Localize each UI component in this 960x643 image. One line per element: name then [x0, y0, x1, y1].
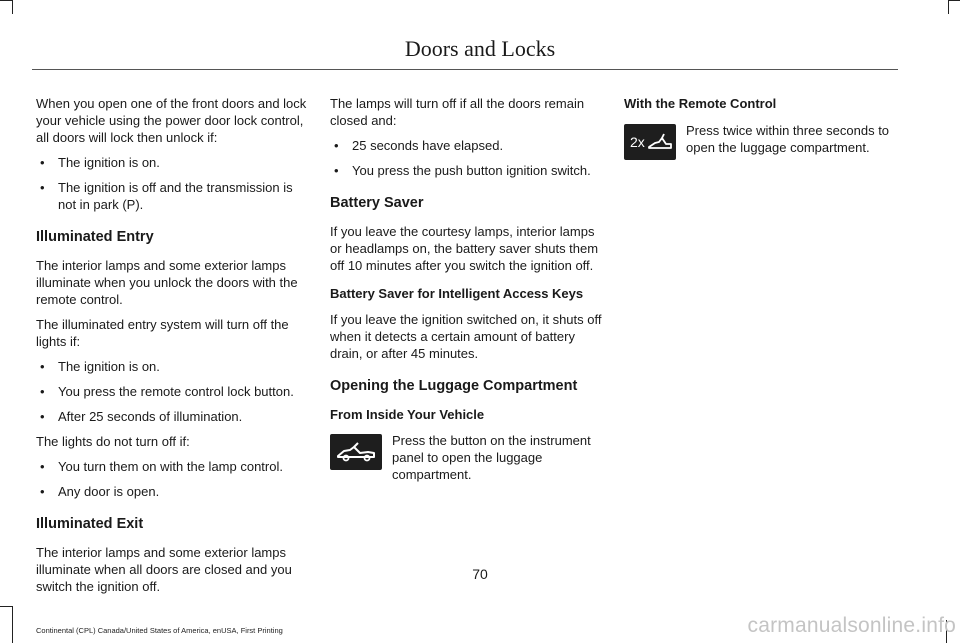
- section-heading-illuminated-entry: Illuminated Entry: [36, 229, 154, 245]
- crop-mark: [948, 0, 949, 14]
- list-item: • 25 seconds have elapsed.: [330, 137, 602, 154]
- trunk-open-icon: [330, 434, 382, 470]
- subheading-with-remote: With the Remote Control: [624, 96, 777, 111]
- paragraph: The lamps will turn off if all the doors remain closed and:: [330, 96, 585, 128]
- paragraph: If you leave the courtesy lamps, interior lamps or headlamps on, the battery saver shuts them off 10 minutes after you switch the ignition off.: [330, 224, 599, 273]
- column-2: [330, 95, 602, 483]
- paragraph: The interior lamps and some exterior lamps illuminate when you unlock the doors with the remote control.: [36, 258, 298, 307]
- paragraph: The illuminated entry system will turn off the lights if:: [36, 317, 289, 349]
- bullet-list: [36, 358, 308, 425]
- list-item: • Any door is open.: [36, 483, 308, 500]
- icon-label-2x: 2x: [630, 134, 645, 150]
- list-item: • The ignition is off and the transmission is not in park (P).: [36, 179, 308, 213]
- footer-text: Continental (CPL) Canada/United States of America, enUSA, First Printing: [36, 626, 283, 635]
- intro-paragraph: When you open one of the front doors and lock your vehicle using the power door lock control, all doors will lock then unlock if:: [36, 96, 307, 145]
- column-3: [624, 95, 900, 160]
- list-item: • After 25 seconds of illumination.: [36, 408, 308, 425]
- paragraph: The interior lamps and some exterior lamps illuminate when all doors are closed and you switch the ignition off.: [36, 545, 292, 594]
- section-heading-luggage: Opening the Luggage Compartment: [330, 378, 578, 394]
- page-title: Doors and Locks: [404, 36, 556, 61]
- crop-mark: [0, 0, 12, 1]
- remote-button-row: [624, 122, 900, 160]
- crop-mark: [0, 606, 12, 607]
- paragraph: The lights do not turn off if:: [36, 434, 190, 449]
- list-item: • You press the remote control lock button.: [36, 383, 308, 400]
- subheading-battery-saver-keys: Battery Saver for Intelligent Access Keys: [330, 286, 584, 301]
- bullet-list: [36, 458, 308, 500]
- watermark: carmanualsonline.info: [747, 614, 956, 637]
- column-1: [36, 95, 308, 603]
- list-item: • You press the push button ignition switch.: [330, 162, 602, 179]
- crop-mark: [12, 606, 13, 643]
- paragraph: If you leave the ignition switched on, it shuts off when it detects a certain amount of battery drain, or after 45 minutes.: [330, 312, 602, 361]
- list-item: • The ignition is on.: [36, 154, 308, 171]
- remote-instruction: Press twice within three seconds to open the luggage compartment.: [686, 123, 890, 155]
- luggage-instruction: Press the button on the instrument panel to open the luggage compartment.: [392, 433, 591, 482]
- crop-mark: [12, 0, 13, 14]
- remote-trunk-2x-icon: [624, 124, 676, 160]
- list-item: • You turn them on with the lamp control.: [36, 458, 308, 475]
- luggage-button-row: [330, 432, 602, 483]
- intro-bullet-list: [36, 154, 308, 213]
- bullet-list: [330, 137, 602, 179]
- page-number: 70: [472, 566, 488, 582]
- section-heading-illuminated-exit: Illuminated Exit: [36, 516, 144, 532]
- header-divider: [32, 69, 898, 70]
- subheading-from-inside: From Inside Your Vehicle: [330, 407, 485, 422]
- section-heading-battery-saver: Battery Saver: [330, 195, 424, 211]
- crop-mark: [948, 0, 960, 1]
- list-item: • The ignition is on.: [36, 358, 308, 375]
